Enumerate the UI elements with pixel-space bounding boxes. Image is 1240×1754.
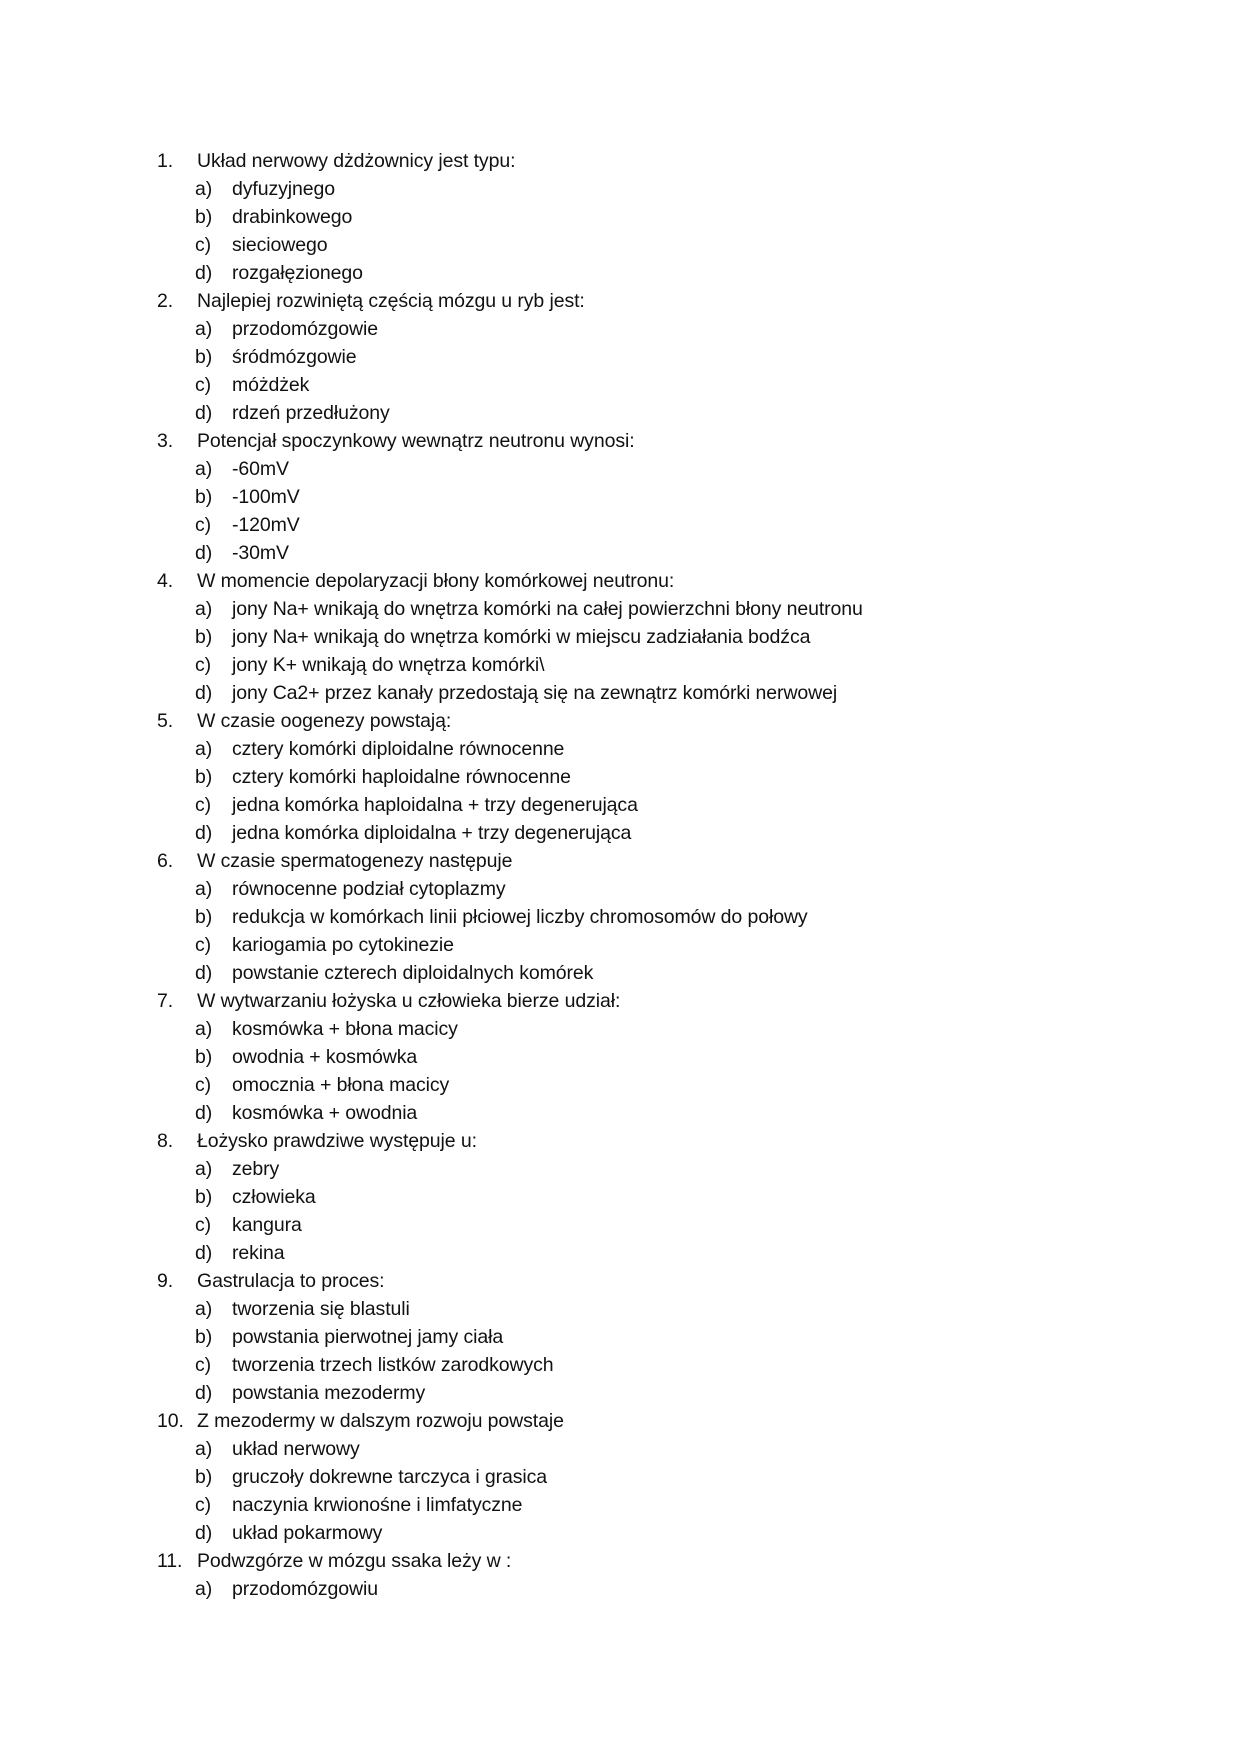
answer-option: [157, 203, 863, 231]
answer-option: [157, 1211, 863, 1239]
option-letter: d): [195, 1102, 213, 1124]
question-text: [157, 1267, 863, 1295]
question-text: [157, 1547, 863, 1575]
option-letter: b): [195, 766, 213, 788]
option-letter: b): [195, 206, 213, 228]
question-item: [157, 567, 863, 707]
question-number: 10.: [157, 1410, 184, 1432]
question-number: 9.: [157, 1270, 174, 1292]
option-letter: a): [195, 598, 213, 620]
option-text: tworzenia się blastuli: [232, 1298, 410, 1320]
question-text: [157, 147, 863, 175]
option-letter: a): [195, 318, 213, 340]
question-label: Gastrulacja to proces:: [197, 1270, 385, 1292]
option-letter: c): [195, 1354, 212, 1376]
question-text: [157, 1127, 863, 1155]
option-letter: c): [195, 794, 212, 816]
option-letter: a): [195, 1438, 213, 1460]
answer-option: [157, 539, 863, 567]
option-letter: d): [195, 262, 213, 284]
question-label: Z mezodermy w dalszym rozwoju powstaje: [197, 1410, 564, 1432]
question-label: W czasie spermatogenezy następuje: [197, 850, 513, 872]
option-text: kosmówka + owodnia: [232, 1102, 418, 1124]
option-letter: d): [195, 402, 213, 424]
option-text: powstania mezodermy: [232, 1382, 426, 1404]
option-text: sieciowego: [232, 234, 328, 256]
question-item: [157, 147, 863, 287]
answer-option: [157, 371, 863, 399]
answer-option: [157, 511, 863, 539]
option-letter: c): [195, 654, 212, 676]
answer-option: [157, 1099, 863, 1127]
answer-option: [157, 1239, 863, 1267]
question-label: W wytwarzaniu łożyska u człowieka bierze udział:: [197, 990, 621, 1012]
answer-option: [157, 903, 863, 931]
option-letter: d): [195, 682, 213, 704]
option-letter: b): [195, 1466, 213, 1488]
answer-option: [157, 399, 863, 427]
question-label: Podwzgórze w mózgu ssaka leży w :: [197, 1550, 512, 1572]
answer-option: [157, 1575, 863, 1603]
option-letter: c): [195, 514, 212, 536]
option-text: jony Na+ wnikają do wnętrza komórki na całej powierzchni błony neutronu: [232, 598, 863, 620]
option-text: jedna komórka haploidalna + trzy degenerująca: [232, 794, 638, 816]
option-text: móżdżek: [232, 374, 310, 396]
option-text: owodnia + kosmówka: [232, 1046, 418, 1068]
question-number: 1.: [157, 150, 174, 172]
option-text: cztery komórki haploidalne równocenne: [232, 766, 571, 788]
option-text: zebry: [232, 1158, 280, 1180]
option-text: przodomózgowiu: [232, 1578, 379, 1600]
question-number: 7.: [157, 990, 174, 1012]
option-letter: b): [195, 346, 213, 368]
option-letter: a): [195, 178, 213, 200]
question-item: [157, 287, 863, 427]
question-list: [157, 147, 863, 1603]
option-letter: d): [195, 822, 213, 844]
answer-option: [157, 1183, 863, 1211]
question-item: [157, 1407, 863, 1547]
answer-option: [157, 1043, 863, 1071]
option-letter: a): [195, 878, 213, 900]
option-text: człowieka: [232, 1186, 316, 1208]
option-letter: c): [195, 1494, 212, 1516]
answer-option: [157, 595, 863, 623]
question-text: [157, 987, 863, 1015]
option-letter: a): [195, 1158, 213, 1180]
question-text: [157, 427, 863, 455]
option-letter: b): [195, 626, 213, 648]
option-text: redukcja w komórkach linii płciowej liczby chromosomów do połowy: [232, 906, 808, 928]
option-text: omocznia + błona macicy: [232, 1074, 450, 1096]
option-text: śródmózgowie: [232, 346, 357, 368]
answer-option: [157, 1015, 863, 1043]
answer-option: [157, 175, 863, 203]
question-text: [157, 1407, 863, 1435]
question-text: [157, 847, 863, 875]
answer-option: [157, 1351, 863, 1379]
answer-option: [157, 651, 863, 679]
answer-option: [157, 455, 863, 483]
option-text: gruczoły dokrewne tarczyca i grasica: [232, 1466, 548, 1488]
option-text: -30mV: [232, 542, 289, 564]
answer-option: [157, 1435, 863, 1463]
option-text: jony K+ wnikają do wnętrza komórki\: [232, 654, 545, 676]
option-text: rekina: [232, 1242, 285, 1264]
option-text: kosmówka + błona macicy: [232, 1018, 458, 1040]
answer-option: [157, 1463, 863, 1491]
question-label: Najlepiej rozwiniętą częścią mózgu u ryb jest:: [197, 290, 585, 312]
option-text: rdzeń przedłużony: [232, 402, 390, 424]
question-item: [157, 1127, 863, 1267]
option-letter: c): [195, 234, 212, 256]
option-letter: d): [195, 962, 213, 984]
option-text: rozgałęzionego: [232, 262, 363, 284]
option-text: kariogamia po cytokinezie: [232, 934, 454, 956]
option-text: naczynia krwionośne i limfatyczne: [232, 1494, 523, 1516]
question-number: 2.: [157, 290, 174, 312]
answer-option: [157, 1491, 863, 1519]
option-text: drabinkowego: [232, 206, 353, 228]
option-text: -60mV: [232, 458, 289, 480]
option-letter: d): [195, 1382, 213, 1404]
option-text: -120mV: [232, 514, 300, 536]
option-text: układ pokarmowy: [232, 1522, 383, 1544]
question-text: [157, 287, 863, 315]
answer-option: [157, 791, 863, 819]
question-item: [157, 847, 863, 987]
option-letter: c): [195, 934, 212, 956]
option-text: jedna komórka diploidalna + trzy degenerująca: [232, 822, 632, 844]
answer-option: [157, 1323, 863, 1351]
answer-option: [157, 875, 863, 903]
option-letter: c): [195, 1074, 212, 1096]
option-letter: b): [195, 1046, 213, 1068]
option-letter: d): [195, 1522, 213, 1544]
answer-option: [157, 679, 863, 707]
answer-option: [157, 819, 863, 847]
answer-option: [157, 343, 863, 371]
option-text: dyfuzyjnego: [232, 178, 335, 200]
option-text: jony Na+ wnikają do wnętrza komórki w miejscu zadziałania bodźca: [232, 626, 811, 648]
question-label: Układ nerwowy dżdżownicy jest typu:: [197, 150, 516, 172]
answer-option: [157, 1519, 863, 1547]
option-letter: b): [195, 1326, 213, 1348]
question-item: [157, 707, 863, 847]
option-letter: b): [195, 1186, 213, 1208]
question-label: Łożysko prawdziwe występuje u:: [197, 1130, 477, 1152]
question-item: [157, 427, 863, 567]
question-number: 11.: [157, 1550, 183, 1572]
option-letter: c): [195, 374, 212, 396]
option-text: układ nerwowy: [232, 1438, 360, 1460]
question-item: [157, 1267, 863, 1407]
option-letter: b): [195, 486, 213, 508]
option-text: powstanie czterech diploidalnych komórek: [232, 962, 594, 984]
option-text: tworzenia trzech listków zarodkowych: [232, 1354, 554, 1376]
option-letter: a): [195, 1298, 213, 1320]
answer-option: [157, 1295, 863, 1323]
question-item: [157, 987, 863, 1127]
question-number: 3.: [157, 430, 174, 452]
question-text: [157, 567, 863, 595]
option-text: cztery komórki diploidalne równocenne: [232, 738, 565, 760]
question-label: Potencjał spoczynkowy wewnątrz neutronu wynosi:: [197, 430, 635, 452]
answer-option: [157, 735, 863, 763]
answer-option: [157, 1379, 863, 1407]
option-letter: d): [195, 542, 213, 564]
option-text: jony Ca2+ przez kanały przedostają się na zewnątrz komórki nerwowej: [232, 682, 838, 704]
option-text: -100mV: [232, 486, 300, 508]
answer-option: [157, 315, 863, 343]
question-number: 4.: [157, 570, 174, 592]
option-letter: a): [195, 738, 213, 760]
option-text: równocenne podział cytoplazmy: [232, 878, 506, 900]
option-text: kangura: [232, 1214, 302, 1236]
answer-option: [157, 763, 863, 791]
option-letter: c): [195, 1214, 212, 1236]
question-text: [157, 707, 863, 735]
question-number: 5.: [157, 710, 174, 732]
option-letter: a): [195, 1578, 213, 1600]
answer-option: [157, 623, 863, 651]
question-label: W momencie depolaryzacji błony komórkowej neutronu:: [197, 570, 675, 592]
question-item: [157, 1547, 863, 1603]
question-label: W czasie oogenezy powstają:: [197, 710, 452, 732]
question-number: 6.: [157, 850, 174, 872]
option-letter: d): [195, 1242, 213, 1264]
answer-option: [157, 959, 863, 987]
option-text: przodomózgowie: [232, 318, 379, 340]
option-letter: a): [195, 458, 213, 480]
question-number: 8.: [157, 1130, 174, 1152]
answer-option: [157, 1071, 863, 1099]
option-text: powstania pierwotnej jamy ciała: [232, 1326, 504, 1348]
answer-option: [157, 259, 863, 287]
option-letter: a): [195, 1018, 213, 1040]
answer-option: [157, 931, 863, 959]
answer-option: [157, 483, 863, 511]
answer-option: [157, 1155, 863, 1183]
option-letter: b): [195, 906, 213, 928]
answer-option: [157, 231, 863, 259]
